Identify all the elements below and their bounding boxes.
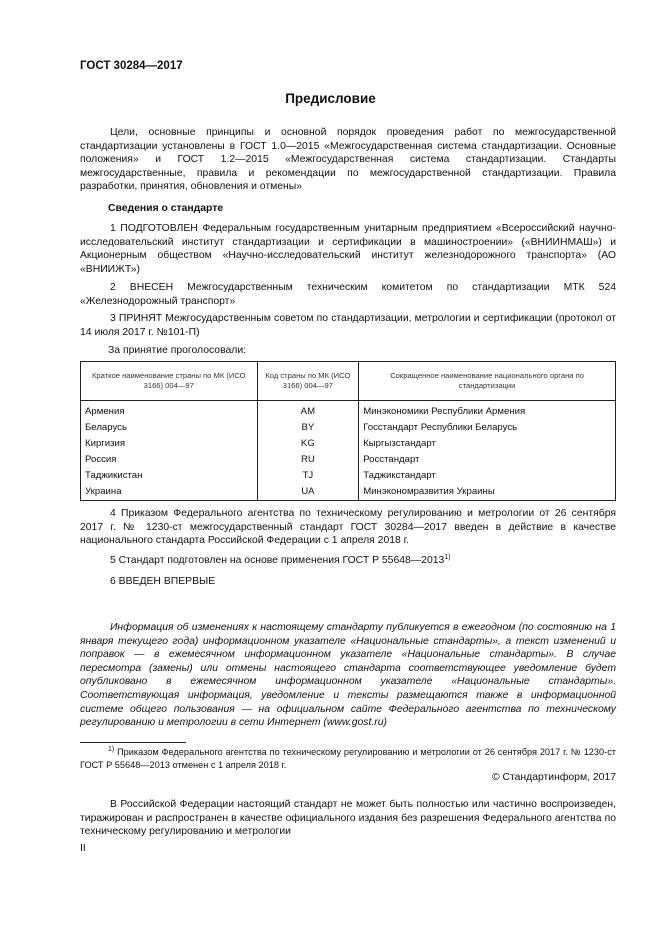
country-cell: Армения [81,401,258,421]
copyright-notice: © Стандартинформ, 2017 [491,772,616,783]
item-6-paragraph: 6 ВВЕДЕН ВПЕРВЫЕ [110,576,216,587]
footnote-paragraph [80,746,616,772]
body-cell: Минэкономики Республики Армения [359,401,616,421]
intro-paragraph: Цели, основные принципы и основной порядок проведения работ по межгосударственной стандартизации установлены в ГОСТ 1.0—2015 «Межгосударственная система стандартизации. Основные положения» и ГОСТ 1.2—2015 «Межгосударственная система стандартизации. Стандарты межгосударственные, правила и рекомендации по межгосударственной стандартизации. Правила разработки, принятия, обновления и отмены» [80,127,616,193]
table-row [81,452,616,468]
body-cell: Росстандарт [359,452,616,468]
country-cell: Россия [81,452,258,468]
header-country-code: Код страны по МК (ИСО 3166) 004—97 [257,362,359,401]
footnote-ref: 1) [444,554,451,561]
code-cell: BY [257,420,359,436]
item-3-paragraph: 3 ПРИНЯТ Межгосударственным советом по стандартизации, метрологии и сертификации (протокол от 14 июля 2017 г. №101-П) [80,313,616,338]
votes-table [80,361,616,501]
item-4-paragraph: 4 Приказом Федерального агентства по техническому регулированию и метрологии от 26 сентября 2017 г. № 1230-ст межгосударственный стандарт ГОСТ 30284—2017 введен в действие в качестве национального стандарта Российской Федерации с 1 апреля 2018 г. [80,508,616,547]
code-cell: UA [257,484,359,501]
country-cell: Таджикистан [81,468,258,484]
page-title: Предисловие [285,91,376,106]
votes-intro: За принятие проголосовали: [108,345,247,356]
body-cell: Госстандарт Республики Беларусь [359,420,616,436]
table-row [81,436,616,452]
votes-table-header-row [81,362,616,401]
item-2-paragraph: 2 ВНЕСЕН Межгосударственным техническим комитетом по стандартизации МТК 524 «Железнодорожный транспорт» [80,282,616,307]
code-cell: RU [257,452,359,468]
footnote-text: Приказом Федерального агентства по техническому регулированию и метрологии от 26 сентября 2017 г. № 1230-ст ГОСТ Р 55648—2013 отменен с 1 апреля 2018 г. [80,747,616,770]
table-row [81,420,616,436]
section-title: Сведения о стандарте [108,203,224,214]
table-row [81,401,616,421]
footnote-mark: 1) [108,746,115,753]
body-cell: Таджикстандарт [359,468,616,484]
country-cell: Беларусь [81,420,258,436]
country-cell: Киргизия [81,436,258,452]
table-row [81,484,616,501]
code-cell: AM [257,401,359,421]
body-cell: Минэкономразвития Украины [359,484,616,501]
code-cell: TJ [257,468,359,484]
code-cell: KG [257,436,359,452]
header-country-name: Краткое наименование страны по МК (ИСО 3166) 004—97 [81,362,258,401]
info-note-paragraph: Информация об изменениях к настоящему стандарту публикуется в ежегодном (по состоянию на 1 января текущего года) информационном указателе «Национальные стандарты», а текст изменений и поправок — в ежемесячном информационном указателе «Национальные стандарты». В случае пересмотра (замены) или отмены настоящего стандарта соответствующее уведомление будет опубликовано в ежемесячном информационном указателе «Национальные стандарты». Соответствующая информация, уведомление и тексты размещаются также в информационной системе общего пользования — на официальном сайте Федерального агентства по техническому регулированию и метрологии в сети Интернет (www.gost.ru) [80,622,616,729]
item-5-text: 5 Стандарт подготовлен на основе применения ГОСТ Р 55648—2013 [110,555,445,566]
item-1-paragraph: 1 ПОДГОТОВЛЕН Федеральным государственным унитарным предприятием «Всероссийский научно-исследовательский институт стандартизации и сертификации в машиностроении» («ВНИИНМАШ») и Акционерным обществом «Научно-исследовательский институт железнодорожного транспорта» (АО «ВНИИЖТ») [80,223,616,275]
body-cell: Кыргызстандарт [359,436,616,452]
country-cell: Украина [81,484,258,501]
header-standards-body: Сокращенное наименование национального органа по стандартизации [359,362,616,401]
item-5-paragraph [80,554,616,568]
footnote-divider [80,742,186,743]
table-row [81,468,616,484]
page-number: II [80,843,86,854]
document-code: ГОСТ 30284—2017 [80,60,183,72]
rights-notice-paragraph: В Российской Федерации настоящий стандарт не может быть полностью или частично воспроизведен, тиражирован и распространен в качестве официального издания без разрешения Федерального агентства по техническому регулированию и метрологии [80,799,616,838]
